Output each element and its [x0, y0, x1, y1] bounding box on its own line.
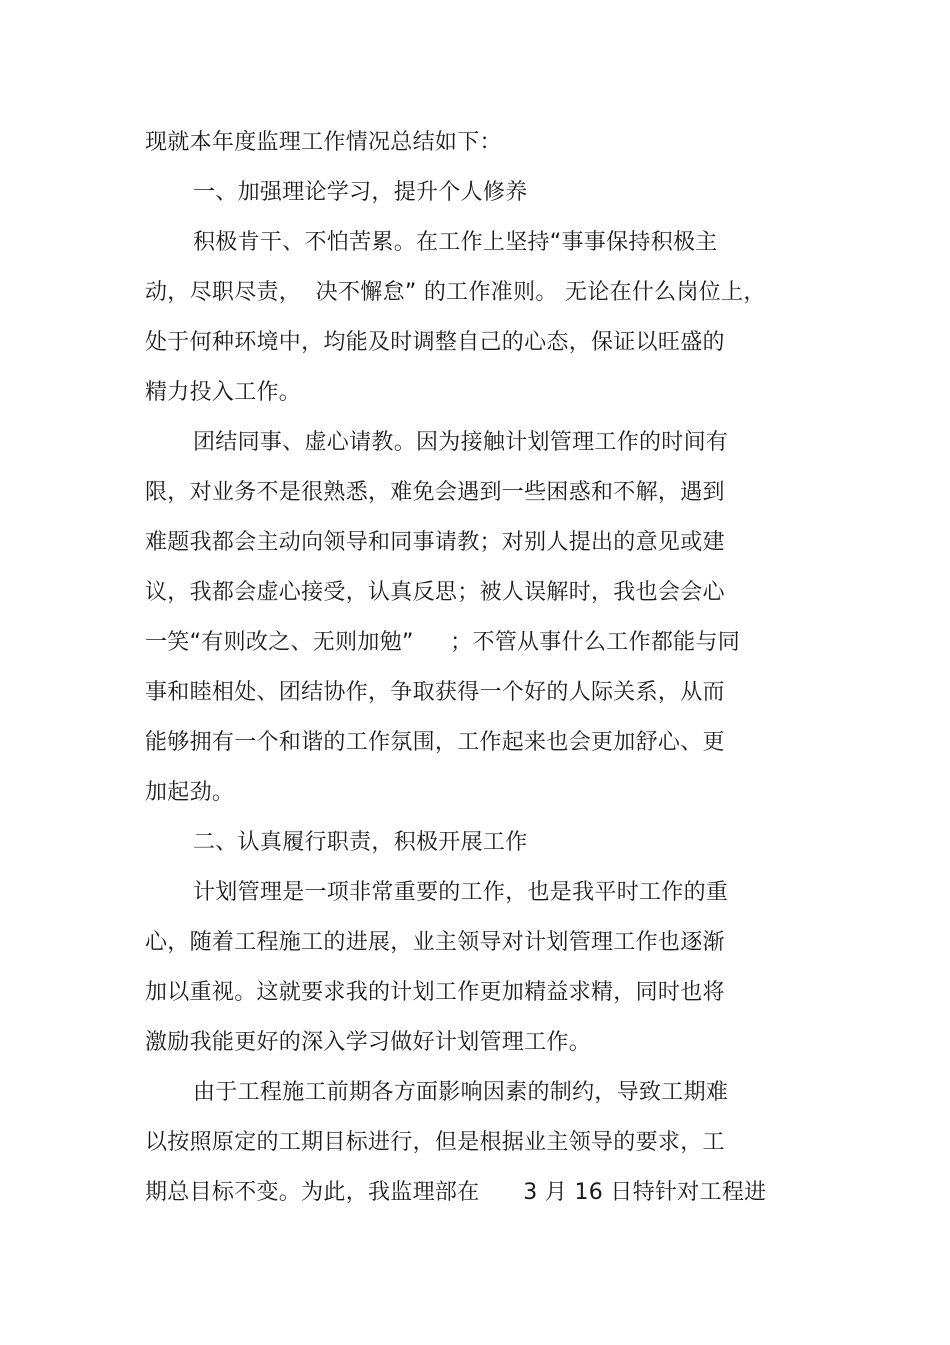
section-heading: 二、认真履行职责，积极开展工作: [193, 830, 528, 855]
text-line: 精力投入工作。: [145, 380, 302, 405]
text-line: 难题我都会主动向领导和同事请教；对别人提出的意见或建: [145, 530, 725, 555]
text-line: 动，尽职尽责， 决不懈怠” 的工作准则。 无论在什么岗位上，: [145, 280, 766, 305]
text-line: 以按照原定的工期目标进行，但是根据业主领导的要求，工: [145, 1130, 725, 1155]
text-line: 加以重视。这就要求我的计划工作更加精益求精，同时也将: [145, 980, 725, 1005]
text-line: 加起劲。: [145, 780, 235, 805]
section-heading: 一、加强理论学习，提升个人修养: [193, 180, 528, 205]
text-line: 事和睦相处、团结协作，争取获得一个好的人际关系，从而: [145, 680, 725, 705]
text-line: 能够拥有一个和谐的工作氛围，工作起来也会更加舒心、更: [145, 730, 725, 755]
text-line: 心，随着工程施工的进展，业主领导对计划管理工作也逐渐: [145, 930, 725, 955]
text-line: 处于何种环境中，均能及时调整自己的心态，保证以旺盛的: [145, 330, 725, 355]
text-line: 团结同事、虚心请教。因为接触计划管理工作的时间有: [193, 430, 729, 455]
text-line: 积极肯干、不怕苦累。在工作上坚持“事事保持积极主: [193, 230, 718, 255]
text-line: 现就本年度监理工作情况总结如下：: [145, 130, 502, 155]
text-line: 议，我都会虚心接受，认真反思；被人误解时，我也会会心: [145, 580, 725, 605]
text-line: 计划管理是一项非常重要的工作，也是我平时工作的重: [193, 880, 729, 905]
text-line: 限，对业务不是很熟悉，难免会遇到一些困惑和不解，遇到: [145, 480, 725, 505]
text-line: 激励我能更好的深入学习做好计划管理工作。: [145, 1030, 592, 1055]
text-line: 期总目标不变。为此，我监理部在 3 月 16 日特针对工程进: [145, 1180, 767, 1205]
text-line: 一笑“有则改之、无则加勉” ；不管从事什么工作都能与同: [145, 630, 741, 655]
text-line: 由于工程施工前期各方面影响因素的制约，导致工期难: [193, 1080, 729, 1105]
